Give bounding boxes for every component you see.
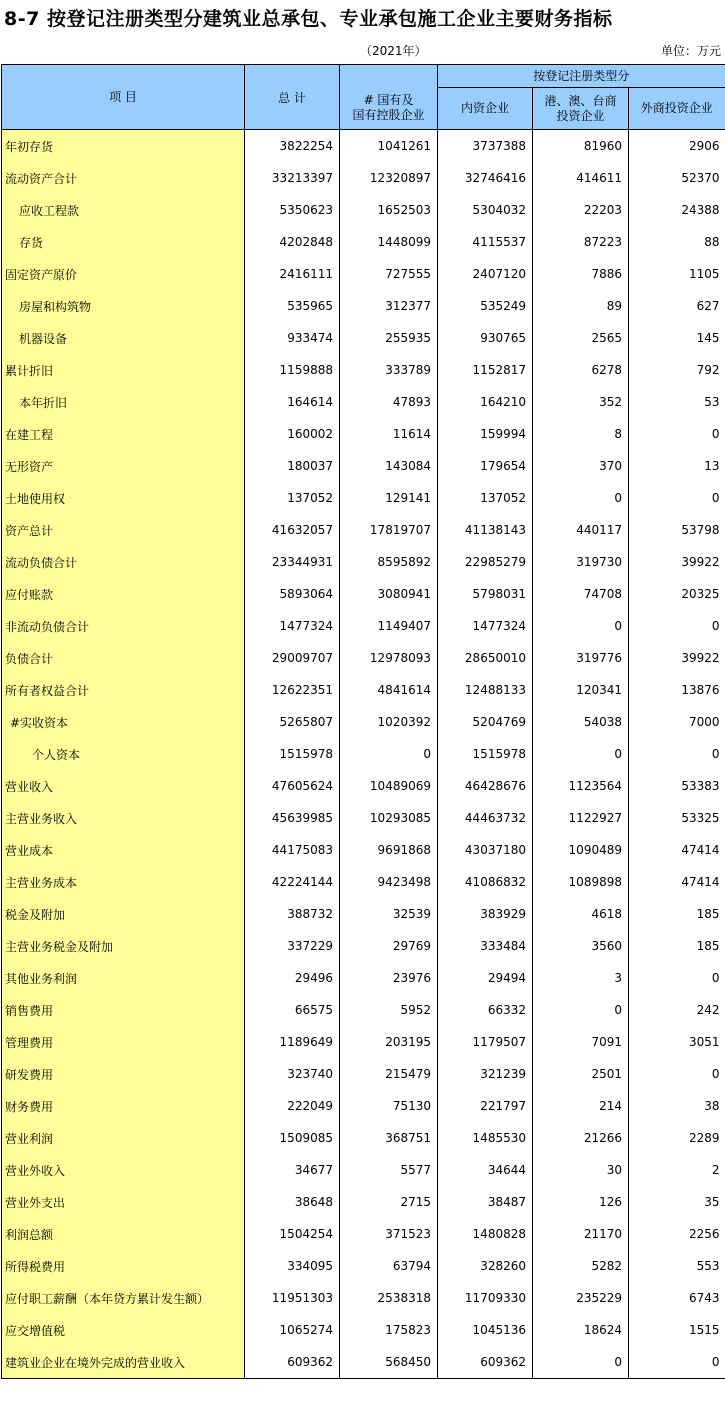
cell-state: 8595892 <box>340 546 438 578</box>
row-label: 财务费用 <box>2 1090 245 1122</box>
row-label: 存货 <box>2 226 245 258</box>
cell-hkmt: 319776 <box>533 642 629 674</box>
financial-indicators-table <box>1 64 725 1379</box>
cell-hkmt: 319730 <box>533 546 629 578</box>
row-label: 建筑业企业在境外完成的营业收入 <box>2 1346 245 1379</box>
cell-foreign: 145 <box>696 331 720 345</box>
row-label: 营业利润 <box>2 1122 245 1154</box>
cell-total: 41632057 <box>245 514 340 546</box>
cell-domestic: 41138143 <box>438 514 533 546</box>
row-label: 固定资产原价 <box>2 258 245 290</box>
header-hkmt-line1: 港、澳、台商 <box>544 93 617 108</box>
header-group: 按登记注册类型分 <box>438 65 725 88</box>
cell-domestic: 66332 <box>438 994 533 1026</box>
header-state-blank <box>340 65 438 88</box>
table-row <box>2 354 725 386</box>
cell-state: 9423498 <box>340 866 438 898</box>
row-label: 研发费用 <box>2 1058 245 1090</box>
cell-foreign: 0 <box>711 427 720 441</box>
table-row <box>2 194 725 226</box>
cell-foreign: 0 <box>711 1067 720 1081</box>
cell-hkmt: 8 <box>533 418 629 450</box>
cell-domestic: 3737388 <box>438 130 533 163</box>
cell-domestic: 29494 <box>438 962 533 994</box>
cell-total: 160002 <box>245 418 340 450</box>
cell-foreign: 0 <box>629 1346 725 1379</box>
row-label: 主营业务税金及附加 <box>2 930 245 962</box>
header-hkmt-line2: 投资企业 <box>556 108 605 123</box>
header-state-line2: 国有控股企业 <box>352 108 425 123</box>
row-label: 应付职工薪酬（本年贷方累计发生额） <box>2 1282 245 1314</box>
cell-foreign: 52370 <box>681 171 720 185</box>
cell-foreign: 1515 <box>688 1323 720 1337</box>
cell-hkmt: 21266 <box>533 1122 629 1154</box>
cell-hkmt: 5282 <box>533 1250 629 1282</box>
row-label: 管理费用 <box>2 1026 245 1058</box>
cell-foreign: 2289 <box>688 1131 720 1145</box>
row-label: 本年折旧 <box>2 386 245 418</box>
cell-hkmt: 235229 <box>533 1282 629 1314</box>
cell-hkmt: 6278 <box>533 354 629 386</box>
cell-foreign: 0 <box>711 971 720 985</box>
cell-domestic: 4115537 <box>438 226 533 258</box>
table-body <box>2 130 725 1379</box>
cell-total: 222049 <box>245 1090 340 1122</box>
cell-total: 11951303 <box>245 1282 340 1314</box>
table-row <box>2 386 725 418</box>
row-label: 无形资产 <box>2 450 245 482</box>
row-label: 营业收入 <box>2 770 245 802</box>
row-label: 资产总计 <box>2 514 245 546</box>
cell-foreign: 88 <box>704 235 720 249</box>
cell-state: 2715 <box>340 1186 438 1218</box>
cell-total: 33213397 <box>245 162 340 194</box>
cell-foreign: 53 <box>704 395 720 409</box>
header-state-line1: # 国有及 <box>363 93 414 108</box>
cell-domestic: 43037180 <box>438 834 533 866</box>
table-row <box>2 1250 725 1282</box>
cell-foreign: 47414 <box>681 843 720 857</box>
header-state <box>340 88 438 130</box>
cell-state: 255935 <box>340 322 438 354</box>
cell-total: 1509085 <box>245 1122 340 1154</box>
cell-foreign: 0 <box>711 619 720 633</box>
table-row <box>2 162 725 194</box>
row-label: 累计折旧 <box>2 354 245 386</box>
cell-state: 215479 <box>340 1058 438 1090</box>
table-row <box>2 1218 725 1250</box>
cell-domestic: 5798031 <box>438 578 533 610</box>
cell-state: 2538318 <box>340 1282 438 1314</box>
cell-hkmt: 87223 <box>533 226 629 258</box>
cell-state: 727555 <box>340 258 438 290</box>
cell-total: 12622351 <box>245 674 340 706</box>
cell-hkmt: 18624 <box>533 1314 629 1346</box>
cell-foreign: 24388 <box>681 203 720 217</box>
cell-hkmt: 0 <box>533 994 629 1026</box>
cell-domestic: 159994 <box>438 418 533 450</box>
cell-hkmt: 89 <box>533 290 629 322</box>
cell-state: 17819707 <box>340 514 438 546</box>
cell-hkmt: 1090489 <box>533 834 629 866</box>
cell-foreign: 53798 <box>681 523 720 537</box>
table-row <box>2 1346 725 1379</box>
header-hkmt <box>533 88 629 130</box>
cell-domestic: 179654 <box>438 450 533 482</box>
cell-total: 164614 <box>245 386 340 418</box>
row-label: 主营业务成本 <box>2 866 245 898</box>
cell-domestic: 11709330 <box>438 1282 533 1314</box>
row-label: 年初存货 <box>2 130 245 163</box>
cell-total: 29009707 <box>245 642 340 674</box>
row-label: 其他业务利润 <box>2 962 245 994</box>
cell-state: 12320897 <box>340 162 438 194</box>
row-label: 销售费用 <box>2 994 245 1026</box>
cell-hkmt: 120341 <box>533 674 629 706</box>
cell-domestic: 333484 <box>438 930 533 962</box>
cell-total: 34677 <box>245 1154 340 1186</box>
cell-state: 333789 <box>340 354 438 386</box>
table-row <box>2 578 725 610</box>
cell-hkmt: 2565 <box>533 322 629 354</box>
row-label: 利润总额 <box>2 1218 245 1250</box>
cell-state: 29769 <box>340 930 438 962</box>
cell-domestic: 38487 <box>438 1186 533 1218</box>
cell-foreign: 2256 <box>688 1227 720 1241</box>
cell-total: 1189649 <box>245 1026 340 1058</box>
cell-state: 5577 <box>340 1154 438 1186</box>
cell-total: 609362 <box>245 1346 340 1379</box>
cell-total: 337229 <box>245 930 340 962</box>
row-label: 个人资本 <box>2 738 245 770</box>
cell-domestic: 383929 <box>438 898 533 930</box>
cell-domestic: 1477324 <box>438 610 533 642</box>
cell-foreign: 553 <box>696 1259 720 1273</box>
cell-foreign: 0 <box>711 747 720 761</box>
cell-total: 66575 <box>245 994 340 1026</box>
table-row <box>2 706 725 738</box>
cell-foreign: 53325 <box>681 811 720 825</box>
cell-foreign: 2 <box>711 1163 720 1177</box>
row-label: 所得税费用 <box>2 1250 245 1282</box>
cell-hkmt: 4618 <box>533 898 629 930</box>
cell-hkmt: 0 <box>533 1346 629 1379</box>
cell-domestic: 535249 <box>438 290 533 322</box>
cell-state: 371523 <box>340 1218 438 1250</box>
header-domestic: 内资企业 <box>438 88 533 130</box>
row-label: #实收资本 <box>2 706 245 738</box>
cell-domestic: 1152817 <box>438 354 533 386</box>
cell-total: 388732 <box>245 898 340 930</box>
cell-hkmt: 3560 <box>533 930 629 962</box>
cell-hkmt: 22203 <box>533 194 629 226</box>
header-item: 项 目 <box>2 65 245 130</box>
table-row <box>2 962 725 994</box>
row-label: 所有者权益合计 <box>2 674 245 706</box>
cell-domestic: 137052 <box>438 482 533 514</box>
cell-foreign: 242 <box>696 1003 720 1017</box>
row-label: 应付账款 <box>2 578 245 610</box>
cell-hkmt: 440117 <box>533 514 629 546</box>
cell-domestic: 46428676 <box>438 770 533 802</box>
cell-total: 2416111 <box>245 258 340 290</box>
cell-hkmt: 352 <box>533 386 629 418</box>
cell-foreign: 35 <box>704 1195 720 1209</box>
table-row <box>2 1090 725 1122</box>
cell-state: 368751 <box>340 1122 438 1154</box>
cell-domestic: 321239 <box>438 1058 533 1090</box>
table-row <box>2 450 725 482</box>
cell-foreign: 47414 <box>681 875 720 889</box>
cell-foreign: 53383 <box>681 779 720 793</box>
cell-hkmt: 0 <box>533 610 629 642</box>
cell-state: 47893 <box>340 386 438 418</box>
cell-domestic: 44463732 <box>438 802 533 834</box>
cell-state: 9691868 <box>340 834 438 866</box>
table-row <box>2 418 725 450</box>
row-label: 主营业务收入 <box>2 802 245 834</box>
cell-hkmt: 126 <box>533 1186 629 1218</box>
cell-foreign: 6743 <box>688 1291 720 1305</box>
cell-foreign: 185 <box>696 907 720 921</box>
table-row <box>2 1058 725 1090</box>
cell-state: 175823 <box>340 1314 438 1346</box>
cell-hkmt: 1122927 <box>533 802 629 834</box>
cell-total: 933474 <box>245 322 340 354</box>
cell-total: 535965 <box>245 290 340 322</box>
table-row <box>2 1154 725 1186</box>
cell-foreign: 2906 <box>688 139 720 153</box>
cell-state: 1149407 <box>340 610 438 642</box>
cell-domestic: 34644 <box>438 1154 533 1186</box>
cell-hkmt: 7091 <box>533 1026 629 1058</box>
cell-foreign: 0 <box>711 491 720 505</box>
cell-domestic: 5304032 <box>438 194 533 226</box>
cell-total: 38648 <box>245 1186 340 1218</box>
cell-state: 1448099 <box>340 226 438 258</box>
cell-domestic: 1480828 <box>438 1218 533 1250</box>
cell-total: 5893064 <box>245 578 340 610</box>
table-row <box>2 930 725 962</box>
cell-domestic: 328260 <box>438 1250 533 1282</box>
cell-foreign: 3051 <box>688 1035 720 1049</box>
table-row <box>2 290 725 322</box>
cell-total: 23344931 <box>245 546 340 578</box>
cell-state: 4841614 <box>340 674 438 706</box>
cell-state: 5952 <box>340 994 438 1026</box>
table-row <box>2 866 725 898</box>
table-row <box>2 1282 725 1314</box>
cell-foreign: 39922 <box>681 651 720 665</box>
year-label: （2021年） <box>360 44 427 58</box>
cell-state: 11614 <box>340 418 438 450</box>
cell-state: 1020392 <box>340 706 438 738</box>
cell-total: 334095 <box>245 1250 340 1282</box>
cell-hkmt: 7886 <box>533 258 629 290</box>
row-label: 在建工程 <box>2 418 245 450</box>
table-row <box>2 898 725 930</box>
cell-total: 47605624 <box>245 770 340 802</box>
cell-foreign: 1105 <box>688 267 720 281</box>
cell-total: 323740 <box>245 1058 340 1090</box>
cell-domestic: 1045136 <box>438 1314 533 1346</box>
cell-state: 203195 <box>340 1026 438 1058</box>
table-row <box>2 802 725 834</box>
cell-hkmt: 2501 <box>533 1058 629 1090</box>
cell-total: 1477324 <box>245 610 340 642</box>
cell-state: 312377 <box>340 290 438 322</box>
cell-domestic: 2407120 <box>438 258 533 290</box>
cell-domestic: 221797 <box>438 1090 533 1122</box>
row-label: 营业外支出 <box>2 1186 245 1218</box>
table-row <box>2 482 725 514</box>
cell-state: 75130 <box>340 1090 438 1122</box>
table-row <box>2 674 725 706</box>
cell-hkmt: 54038 <box>533 706 629 738</box>
cell-state: 1041261 <box>340 130 438 163</box>
cell-hkmt: 214 <box>533 1090 629 1122</box>
cell-hkmt: 74708 <box>533 578 629 610</box>
header-total: 总 计 <box>245 65 340 130</box>
cell-total: 1159888 <box>245 354 340 386</box>
cell-domestic: 5204769 <box>438 706 533 738</box>
cell-state: 129141 <box>340 482 438 514</box>
cell-state: 3080941 <box>340 578 438 610</box>
cell-total: 137052 <box>245 482 340 514</box>
cell-total: 45639985 <box>245 802 340 834</box>
row-label: 非流动负债合计 <box>2 610 245 642</box>
cell-domestic: 930765 <box>438 322 533 354</box>
cell-hkmt: 414611 <box>533 162 629 194</box>
cell-total: 1504254 <box>245 1218 340 1250</box>
row-label: 营业外收入 <box>2 1154 245 1186</box>
cell-total: 1065274 <box>245 1314 340 1346</box>
cell-domestic: 22985279 <box>438 546 533 578</box>
cell-state: 23976 <box>340 962 438 994</box>
cell-domestic: 164210 <box>438 386 533 418</box>
cell-total: 1515978 <box>245 738 340 770</box>
cell-hkmt: 3 <box>533 962 629 994</box>
table-row <box>2 130 725 163</box>
cell-hkmt: 1089898 <box>533 866 629 898</box>
cell-total: 29496 <box>245 962 340 994</box>
cell-state: 568450 <box>340 1346 438 1379</box>
cell-state: 12978093 <box>340 642 438 674</box>
row-label: 流动负债合计 <box>2 546 245 578</box>
cell-hkmt: 1123564 <box>533 770 629 802</box>
table-row <box>2 1026 725 1058</box>
cell-total: 5350623 <box>245 194 340 226</box>
cell-domestic: 609362 <box>438 1346 533 1379</box>
table-row <box>2 546 725 578</box>
cell-domestic: 32746416 <box>438 162 533 194</box>
cell-hkmt: 21170 <box>533 1218 629 1250</box>
cell-state: 10293085 <box>340 802 438 834</box>
table-row <box>2 1314 725 1346</box>
cell-hkmt: 30 <box>533 1154 629 1186</box>
table-row <box>2 610 725 642</box>
cell-foreign: 185 <box>696 939 720 953</box>
table-row <box>2 514 725 546</box>
cell-domestic: 1179507 <box>438 1026 533 1058</box>
table-row <box>2 770 725 802</box>
row-label: 土地使用权 <box>2 482 245 514</box>
table-row <box>2 1122 725 1154</box>
cell-foreign: 7000 <box>688 715 720 729</box>
table-row <box>2 738 725 770</box>
cell-state: 10489069 <box>340 770 438 802</box>
cell-total: 3822254 <box>245 130 340 163</box>
table-row <box>2 322 725 354</box>
cell-domestic: 1485530 <box>438 1122 533 1154</box>
cell-foreign: 627 <box>696 299 720 313</box>
cell-hkmt: 0 <box>533 482 629 514</box>
cell-total: 5265807 <box>245 706 340 738</box>
cell-hkmt: 81960 <box>533 130 629 163</box>
cell-foreign: 13 <box>704 459 720 473</box>
cell-domestic: 12488133 <box>438 674 533 706</box>
page-title: 8-7 按登记注册类型分建筑业总承包、专业承包施工企业主要财务指标 <box>4 8 613 30</box>
row-label: 应交增值税 <box>2 1314 245 1346</box>
row-label: 机器设备 <box>2 322 245 354</box>
table-row <box>2 642 725 674</box>
header-foreign: 外商投资企业 <box>629 88 725 130</box>
cell-total: 42224144 <box>245 866 340 898</box>
cell-hkmt: 370 <box>533 450 629 482</box>
row-label: 流动资产合计 <box>2 162 245 194</box>
row-label: 房屋和构筑物 <box>2 290 245 322</box>
cell-foreign: 792 <box>696 363 720 377</box>
cell-state: 63794 <box>340 1250 438 1282</box>
table-row <box>2 226 725 258</box>
row-label: 营业成本 <box>2 834 245 866</box>
cell-foreign: 38 <box>704 1099 720 1113</box>
row-label: 应收工程款 <box>2 194 245 226</box>
unit-label: 单位：万元 <box>660 44 721 58</box>
cell-total: 44175083 <box>245 834 340 866</box>
cell-domestic: 28650010 <box>438 642 533 674</box>
cell-state: 143084 <box>340 450 438 482</box>
cell-state: 0 <box>340 738 438 770</box>
cell-hkmt: 0 <box>533 738 629 770</box>
row-label: 税金及附加 <box>2 898 245 930</box>
cell-foreign: 20325 <box>681 587 720 601</box>
table-row <box>2 834 725 866</box>
cell-domestic: 1515978 <box>438 738 533 770</box>
row-label: 负债合计 <box>2 642 245 674</box>
cell-foreign: 13876 <box>681 683 720 697</box>
table-row <box>2 1186 725 1218</box>
table-row <box>2 258 725 290</box>
table-row <box>2 994 725 1026</box>
cell-state: 1652503 <box>340 194 438 226</box>
cell-state: 32539 <box>340 898 438 930</box>
cell-total: 4202848 <box>245 226 340 258</box>
cell-foreign: 39922 <box>681 555 720 569</box>
cell-domestic: 41086832 <box>438 866 533 898</box>
cell-total: 180037 <box>245 450 340 482</box>
